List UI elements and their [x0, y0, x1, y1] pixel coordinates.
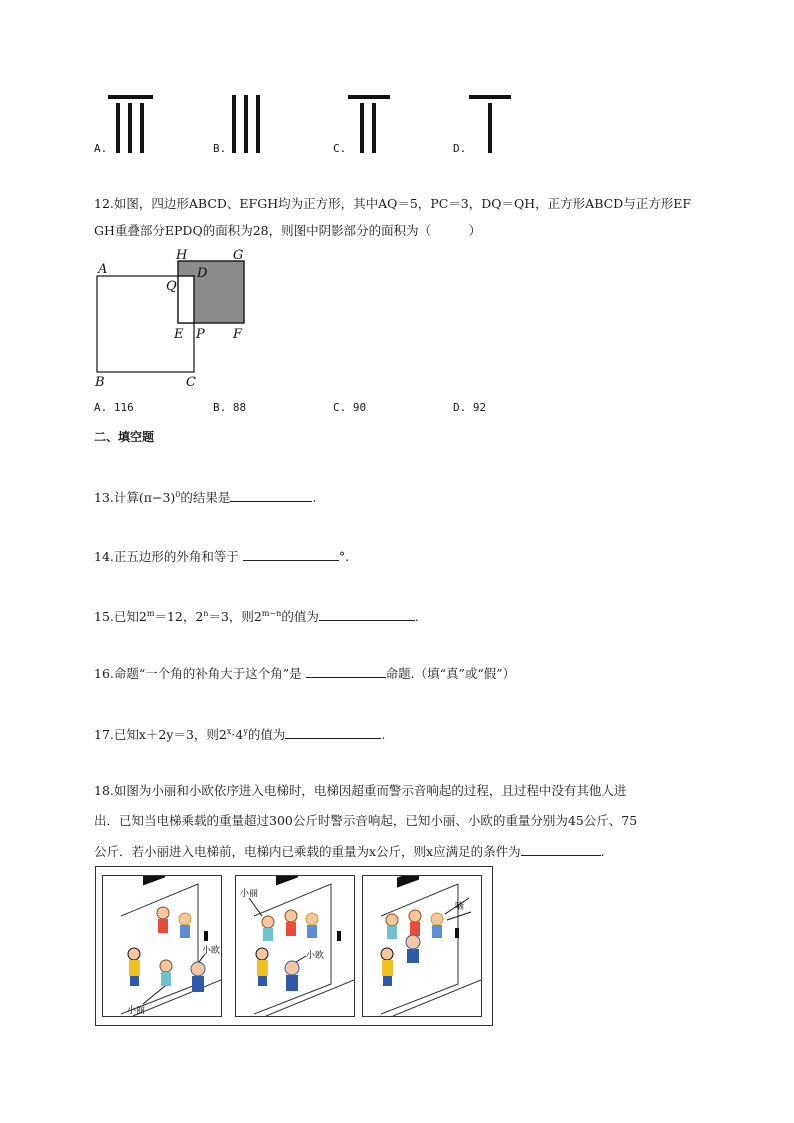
q15-exp-m: m [146, 609, 155, 618]
child-figure-girl [285, 910, 297, 936]
q13-text: 13.计算(π−3) [94, 490, 176, 506]
child-figure-girl [157, 907, 169, 933]
elevator-button [204, 931, 208, 941]
q18-text-line2: 出．已知当电梯乘载的重量超过300公斤时警示音响起，已知小丽、小欧的重量分别为45公斤、75 [94, 813, 638, 828]
label-xiaoli: 小丽 [127, 1006, 146, 1016]
q17-mid: ·4 [231, 727, 244, 743]
q17-text: 17.已知x＋2y＝3，则2 [94, 727, 227, 743]
child-figure-boy [381, 948, 393, 986]
q11-option-b-label: B. [213, 142, 227, 155]
q17-exp-x: x [226, 727, 232, 736]
q12-text-line1: 12.如图，四边形ABCD、EFGH均为正方形，其中AQ＝5，PC＝3，DQ＝QH，正方形ABCD与正方形EF [94, 196, 691, 211]
child-figure-xiaoli [386, 914, 398, 939]
child-figure-xiaoou [285, 961, 299, 991]
elevator-scene-1 [103, 876, 221, 1016]
question-16 [94, 663, 515, 683]
elevator-floor-edge [393, 980, 481, 1016]
elevator-illustration [95, 866, 493, 1026]
overlap-region [178, 276, 194, 323]
elevator-button [337, 931, 341, 941]
elevator-panel-2 [235, 875, 355, 1017]
q18-text-line3-wrap [94, 841, 605, 861]
child-figure-xiaoou [191, 962, 205, 992]
q11-d-bar [488, 103, 492, 153]
q11-a-bar [140, 103, 144, 153]
question-14 [94, 546, 349, 566]
point-a-label: A [98, 262, 108, 277]
q11-c-bar [360, 103, 364, 153]
q15-mid2: ＝3，则2 [208, 609, 262, 625]
elevator-panel-1 [102, 875, 222, 1017]
q18-text-line1: 18.如图为小丽和小欧依序进入电梯时，电梯因超重而警示音响起的过程，且过程中没有其他人进 [94, 783, 627, 798]
q12-option-b: B. 88 [213, 401, 247, 414]
q11-b-bar [244, 95, 248, 153]
q15-end: . [414, 609, 419, 625]
elevator-panel-3 [362, 875, 482, 1017]
question-15 [94, 605, 419, 626]
label-xiaoou: 小欧 [306, 951, 325, 961]
q18-end: . [600, 844, 605, 859]
q13-exponent: 0 [175, 490, 181, 499]
q14-end: . [345, 549, 350, 564]
q12-option-c: C. 90 [333, 401, 367, 414]
q13-end: . [312, 490, 317, 506]
q12-option-a: A. 116 [94, 401, 134, 414]
q15-exp-n: n [203, 609, 209, 618]
elevator-floor-edge [266, 980, 354, 1016]
q17-post: 的值为 [247, 727, 286, 743]
elevator-display [143, 876, 165, 885]
q18-answer-blank[interactable] [521, 841, 601, 856]
q15-mid1: ＝12，2 [154, 609, 204, 625]
q15-text: 15.已知2 [94, 609, 147, 625]
q13-text-post: 的结果是 [180, 490, 231, 506]
q15-post: 的值为 [281, 609, 319, 625]
point-g-label: G [233, 248, 244, 263]
q15-answer-blank[interactable] [319, 606, 415, 621]
q17-answer-blank[interactable] [285, 724, 381, 739]
q11-c-lid [348, 95, 390, 99]
q16-answer-blank[interactable] [306, 663, 386, 678]
q11-c-bar [372, 103, 376, 153]
beep-line [447, 912, 471, 920]
q11-a-bar [116, 103, 120, 153]
q12-square-figure [90, 244, 260, 394]
child-figure-xiaoli [160, 960, 172, 986]
q17-end: . [381, 727, 386, 743]
child-figure-boy-cap [431, 913, 443, 938]
q11-d-lid [469, 95, 511, 99]
q16-post: 命题.（填“真”或“假”） [385, 666, 516, 681]
q11-option-d-label: D. [453, 142, 467, 155]
elevator-floor-edge [133, 980, 221, 1016]
q11-a-lid [108, 95, 153, 99]
point-h-label: H [176, 248, 188, 263]
point-p-label: P [196, 327, 205, 342]
point-e-label: E [174, 327, 184, 342]
child-figure-xiaoou [406, 935, 420, 963]
q11-b-bar [232, 95, 236, 153]
child-figure-boy [128, 948, 140, 986]
q18-text-line3: 公斤．若小丽进入电梯前，电梯内已乘载的重量为x公斤，则x应满足的条件为 [94, 844, 521, 859]
child-figure-boy-cap [306, 913, 318, 938]
q13-answer-blank[interactable] [230, 487, 312, 502]
point-d-label: D [197, 266, 208, 281]
section-heading-fill-in: 二、填空题 [94, 430, 155, 444]
q12-text-line2: GH重叠部分EPDQ的面积为28，则图中阴影部分的面积为（ ） [94, 223, 482, 238]
point-c-label: C [186, 375, 196, 390]
pointer-line [296, 956, 306, 962]
q12-option-d: D. 92 [453, 401, 487, 414]
point-f-label: F [233, 327, 243, 342]
child-figure-boy [256, 948, 268, 986]
label-xiaoou: 小欧 [202, 946, 221, 956]
q15-exp-m-n: m−n [261, 609, 282, 618]
q11-option-c-label: C. [333, 142, 347, 155]
elevator-scene-2 [236, 876, 354, 1016]
elevator-scene-3 [363, 876, 481, 1016]
q14-answer-blank[interactable] [243, 546, 339, 561]
elevator-button [455, 928, 459, 938]
q14-text: 14.正五边形的外角和等于 [94, 549, 243, 564]
child-figure-girl [409, 910, 421, 936]
pointer-line [249, 898, 262, 916]
child-figure-boy-cap [179, 913, 191, 938]
q11-a-bar [128, 103, 132, 153]
q16-text: 16.命题“一个角的补角大于这个角”是 [94, 666, 306, 681]
q14-degree: ° [338, 549, 346, 564]
label-xiaoli: 小丽 [240, 889, 259, 899]
question-13 [94, 486, 316, 507]
child-figure-xiaoli [262, 916, 274, 941]
q11-option-a-label: A. [94, 142, 108, 155]
elevator-display [397, 876, 419, 888]
point-q-label: Q [166, 279, 177, 294]
label-beep: 嘀 [455, 902, 465, 912]
question-17 [94, 723, 385, 744]
q17-exp-y: y [243, 727, 248, 736]
q11-b-bar [256, 95, 260, 153]
elevator-display [276, 876, 298, 885]
point-b-label: B [95, 375, 105, 390]
